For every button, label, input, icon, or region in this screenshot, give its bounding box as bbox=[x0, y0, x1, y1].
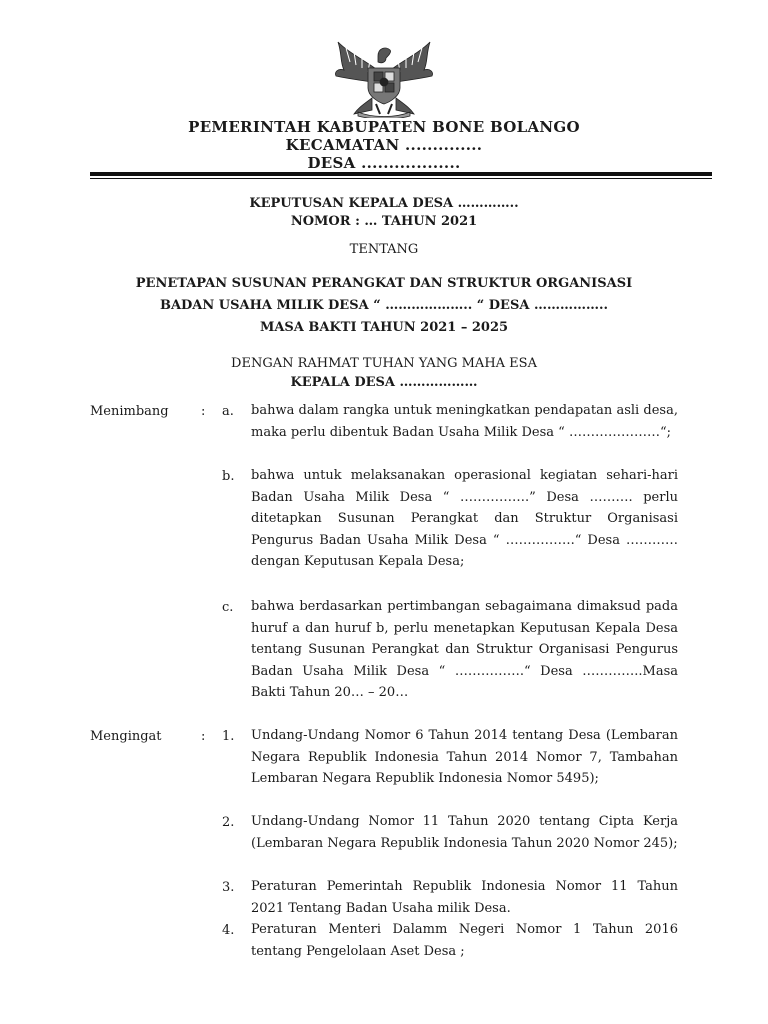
list-marker: c. bbox=[222, 600, 234, 615]
mengingat-label: Mengingat bbox=[90, 729, 162, 744]
header-divider-thin bbox=[90, 178, 712, 179]
district-name: KECAMATAN .............. bbox=[285, 136, 483, 154]
garuda-emblem-icon bbox=[328, 32, 440, 118]
consideration-text: bahwa dalam rangka untuk meningkatkan pendapatan asli desa, maka perlu dibentuk Badan Usaha Milik Desa “ …………………“; bbox=[251, 403, 678, 440]
authority-title: KEPALA DESA ……………… bbox=[290, 375, 478, 390]
decree-subject-line1: PENETAPAN SUSUNAN PERANGKAT DAN STRUKTUR ORGANISASI bbox=[135, 276, 633, 291]
government-name: PEMERINTAH KABUPATEN BONE BOLANGO bbox=[188, 118, 580, 136]
village-name: DESA .................. bbox=[307, 154, 461, 172]
list-marker: 3. bbox=[222, 880, 235, 895]
legal-basis-text: Undang-Undang Nomor 6 Tahun 2014 tentang Desa (Lembaran Negara Republik Indonesia Tahun 2014 Nomor 7, Tambahan Lembaran Negara Republik Indonesia Nomor 5495); bbox=[251, 728, 678, 786]
menimbang-label: Menimbang bbox=[90, 404, 169, 419]
list-marker: a. bbox=[222, 404, 234, 419]
consideration-text: bahwa untuk melaksanakan operasional kegiatan sehari-hari Badan Usaha Milik Desa “ …………….” Desa ………. perlu ditetapkan Susunan Perangkat dan Struktur Organisasi Pengurus Badan Usaha Milik Desa “ …………….“ Desa …………dengan Keputusan Kepala Desa; bbox=[251, 468, 678, 569]
list-marker: 2. bbox=[222, 815, 235, 830]
consideration-text: bahwa berdasarkan pertimbangan sebagaimana dimaksud pada huruf a dan huruf b, perlu menetapkan Keputusan Kepala Desa tentang Susunan Perangkat dan Struktur Organisasi Pengurus Badan Usaha Milik Desa “ …………….“ Desa …………..Masa Bakti Tahun 20… – 20… bbox=[251, 599, 678, 700]
decree-subject-line2: BADAN USAHA MILIK DESA “ ……………….. “ DESA …………….. bbox=[159, 298, 609, 313]
decree-about: TENTANG bbox=[349, 242, 419, 257]
legal-basis-text: Peraturan Pemerintah Republik Indonesia Nomor 11 Tahun 2021 Tentang Badan Usaha milik Desa. bbox=[251, 879, 678, 916]
list-marker: b. bbox=[222, 469, 235, 484]
legal-basis-text: Undang-Undang Nomor 11 Tahun 2020 tentang Cipta Kerja (Lembaran Negara Republik Indonesia Tahun 2020 Nomor 245); bbox=[251, 814, 678, 851]
decree-number: NOMOR : … TAHUN 2021 bbox=[290, 214, 478, 229]
list-marker: 1. bbox=[222, 729, 235, 744]
decree-title: KEPUTUSAN KEPALA DESA ………….. bbox=[249, 196, 519, 211]
menimbang-colon: : bbox=[201, 404, 206, 419]
mengingat-colon: : bbox=[201, 729, 206, 744]
header-divider-thick bbox=[90, 172, 712, 176]
grace-statement: DENGAN RAHMAT TUHAN YANG MAHA ESA bbox=[231, 356, 537, 371]
legal-basis-text: Peraturan Menteri Dalamm Negeri Nomor 1 Tahun 2016 tentang Pengelolaan Aset Desa ; bbox=[251, 922, 678, 959]
list-marker: 4. bbox=[222, 923, 235, 938]
decree-subject-line3: MASA BAKTI TAHUN 2021 – 2025 bbox=[259, 320, 509, 335]
